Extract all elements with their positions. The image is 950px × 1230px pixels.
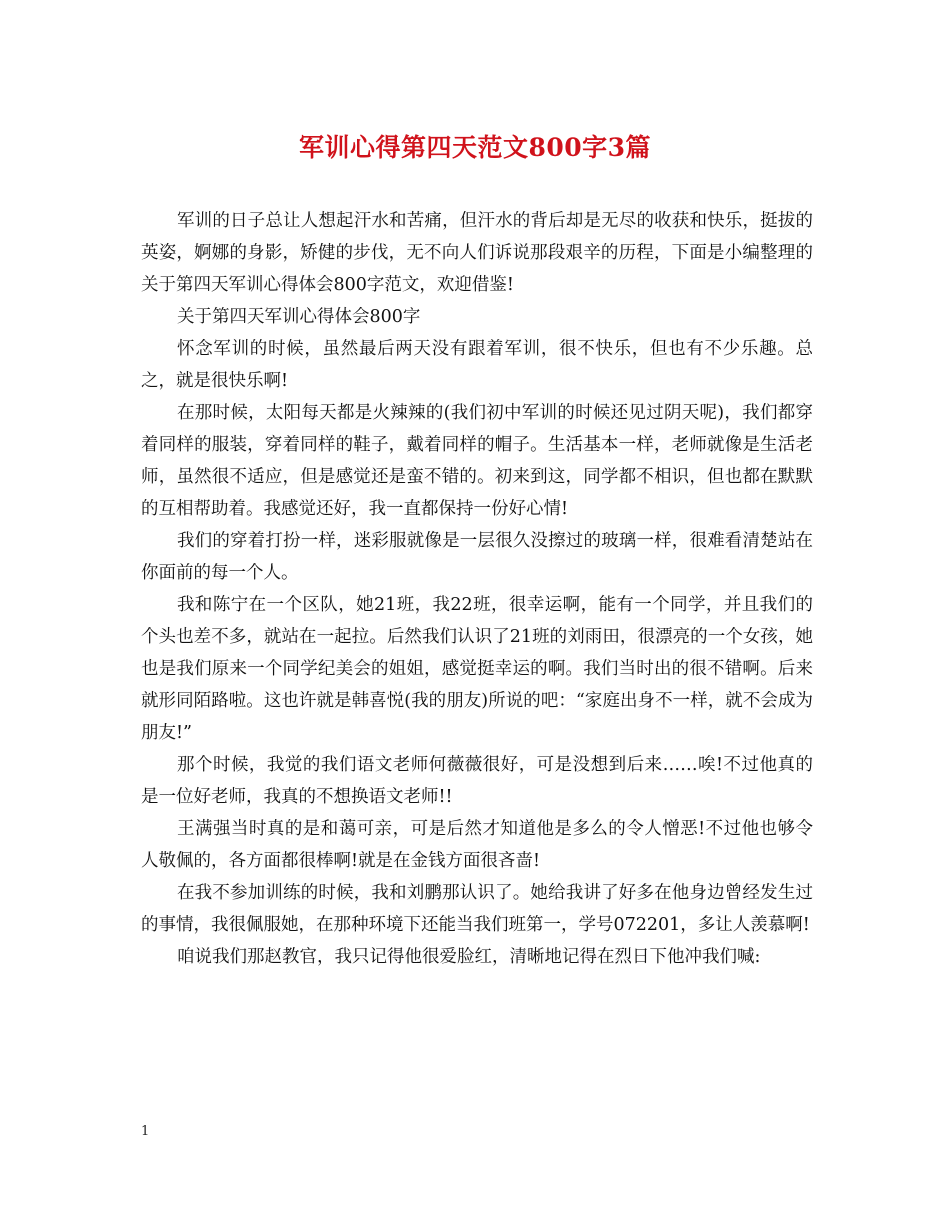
document-body bbox=[141, 205, 813, 973]
paragraph: 我们的穿着打扮一样，迷彩服就像是一层很久没擦过的玻璃一样，很难看清楚站在你面前的每一个人。 bbox=[141, 531, 813, 583]
paragraph: 那个时候，我觉的我们语文老师何薇薇很好，可是没想到后来……唉!不过他真的是一位好老师，我真的不想换语文老师!! bbox=[141, 755, 813, 807]
paragraph: 怀念军训的时候，虽然最后两天没有跟着军训，很不快乐，但也有不少乐趣。总之，就是很快乐啊! bbox=[141, 339, 813, 391]
paragraph-intro: 军训的日子总让人想起汗水和苦痛，但汗水的背后却是无尽的收获和快乐，挺拔的英姿，婀娜的身影，矫健的步伐，无不向人们诉说那段艰辛的历程，下面是小编整理的关于第四天军训心得体会800字范文，欢迎借鉴! bbox=[141, 211, 813, 295]
document-title: 军训心得第四天范文800字3篇 bbox=[298, 133, 652, 162]
paragraph: 咱说我们那赵教官，我只记得他很爱脸红，清晰地记得在烈日下他冲我们喊: bbox=[177, 947, 761, 967]
paragraph: 我和陈宁在一个区队，她21班，我22班，很幸运啊，能有一个同学，并且我们的个头也差不多，就站在一起拉。后然我们认识了21班的刘雨田，很漂亮的一个女孩，她也是我们原来一个同学纪美会的姐姐，感觉挺幸运的啊。我们当时出的很不错啊。后来就形同陌路啦。这也许就是韩喜悦(我的朋友)所说的吧：“家庭出身不一样，就不会成为朋友!” bbox=[141, 595, 813, 743]
page-number: 1 bbox=[141, 1124, 150, 1139]
paragraph: 在那时候，太阳每天都是火辣辣的(我们初中军训的时候还见过阴天呢)，我们都穿着同样的服装，穿着同样的鞋子，戴着同样的帽子。生活基本一样，老师就像是生活老师，虽然很不适应，但是感觉还是蛮不错的。初来到这，同学都不相识，但也都在默默的互相帮助着。我感觉还好，我一直都保持一份好心情! bbox=[141, 403, 813, 519]
paragraph: 在我不参加训练的时候，我和刘鹏那认识了。她给我讲了好多在他身边曾经发生过的事情，我很佩服她，在那种环境下还能当我们班第一，学号072201，多让人羡慕啊! bbox=[141, 883, 813, 935]
paragraph-subtitle: 关于第四天军训心得体会800字 bbox=[177, 307, 421, 327]
paragraph: 王满强当时真的是和蔼可亲，可是后然才知道他是多么的令人憎恶!不过他也够令人敬佩的，各方面都很棒啊!就是在金钱方面很吝啬! bbox=[141, 819, 813, 871]
